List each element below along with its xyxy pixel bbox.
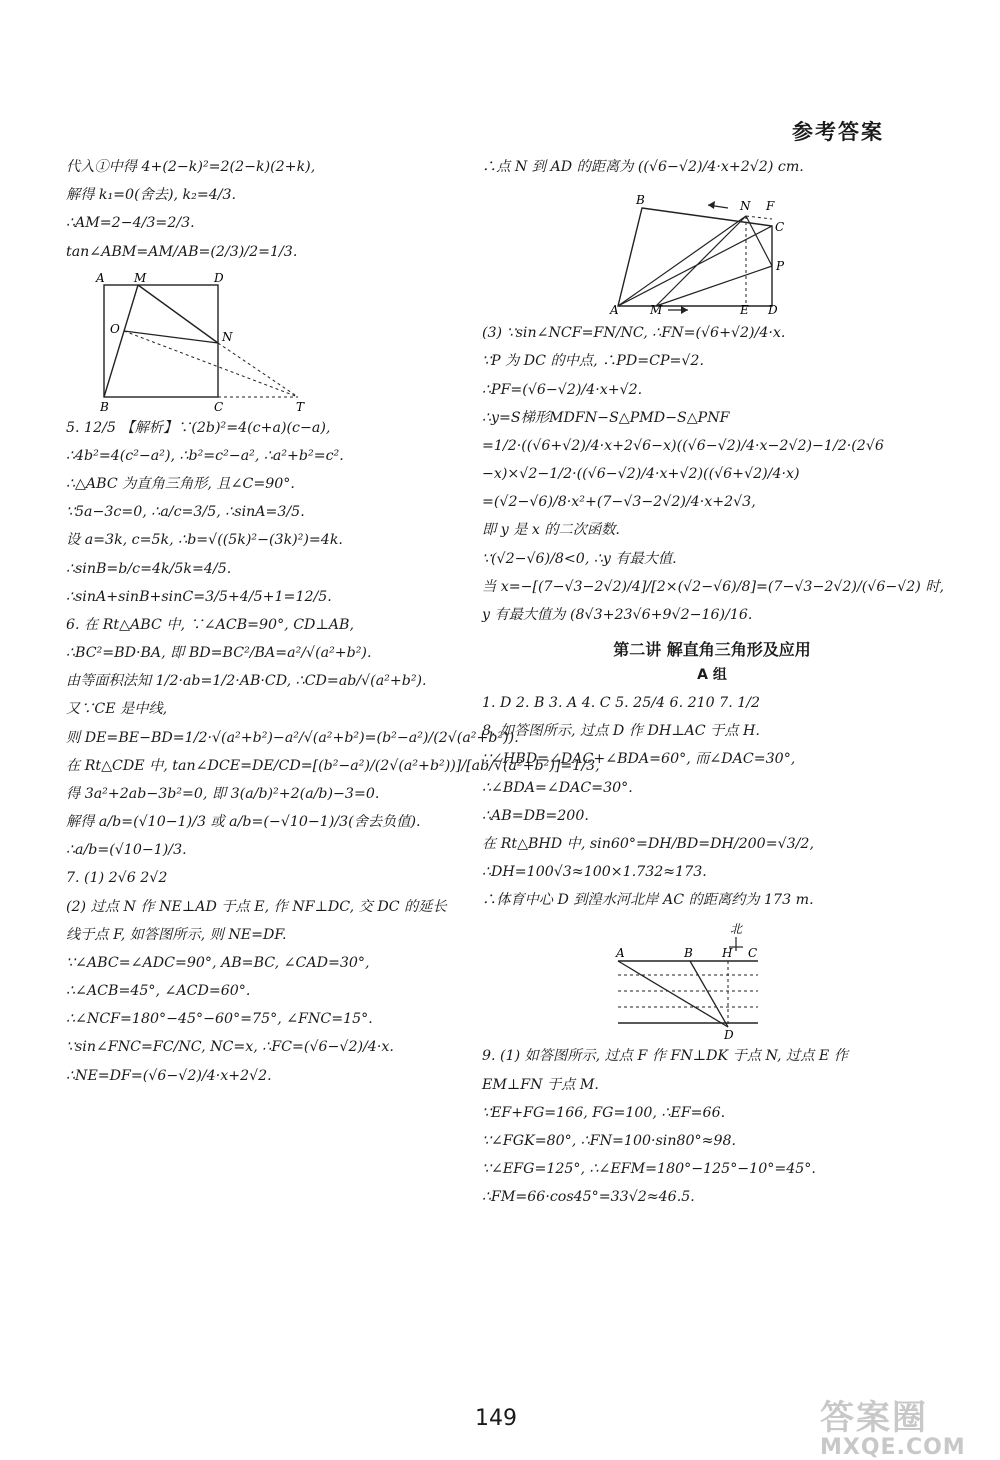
text-line: 设 a=3k, c=5k, ∴b=√((5k)²−(3k)²)=4k.: [66, 532, 343, 549]
text-line: 在 Rt△BHD 中, sin60°=DH/BD=DH/200=√3/2,: [482, 835, 814, 852]
text-line: ∴△ABC 为直角三角形, 且∠C=90°.: [66, 476, 295, 493]
watermark-text: 答案圈: [820, 1398, 928, 1438]
text-line: ∴y=S梯形MDFN−S△PMD−S△PNF: [482, 409, 730, 426]
text-line: ∴DH=100√3≈100×1.732≈173.: [482, 864, 707, 881]
text-line: ∴BC²=BD·BA, 即 BD=BC²/BA=a²/√(a²+b²).: [66, 645, 372, 662]
text-line: ∵∠HBD=∠DAC+∠BDA=60°, 而∠DAC=30°,: [482, 751, 796, 768]
text-line: =1/2·((√6+√2)/4·x+2√6−x)((√6−√2)/4·x−2√2)−1/2·(2√6: [482, 437, 884, 454]
text-line: 6. 在 Rt△ABC 中, ∵∠ACB=90°, CD⊥AB,: [66, 616, 354, 633]
text-line: ∴∠BDA=∠DAC=30°.: [482, 779, 633, 796]
text-line: 8. 如答图所示, 过点 D 作 DH⊥AC 于点 H.: [482, 723, 760, 740]
fig-label: A: [96, 270, 105, 285]
text-line: 则 DE=BE−BD=1/2·√(a²+b²)−a²/√(a²+b²)=(b²−a²)/(2√(a²+b²)).: [66, 729, 519, 746]
text-line: 解得 k₁=0(舍去), k₂=4/3.: [66, 187, 237, 204]
text-line: 7. (1) 2√6 2√2: [66, 870, 168, 887]
text-line: =(√2−√6)/8·x²+(7−√3−2√2)/4·x+2√3,: [482, 494, 756, 511]
text-line: 当 x=−[(7−√3−2√2)/4]/[2×(√2−√6)/8]=(7−√3−2√2)/(√6−√2) 时,: [482, 578, 945, 595]
text-line: ∵sin∠FNC=FC/NC, NC=x, ∴FC=(√6−√2)/4·x.: [66, 1039, 394, 1056]
text-line: ∴PF=(√6−√2)/4·x+√2.: [482, 381, 643, 398]
watermark-url: MXQE.COM: [820, 1435, 966, 1460]
figure-river-bank: [482, 919, 782, 1043]
fig-label: D: [768, 303, 778, 318]
text-line: ∴点 N 到 AD 的距离为 ((√6−√2)/4·x+2√2) cm.: [482, 159, 804, 175]
fig-label: N: [740, 199, 751, 214]
fig-label: E: [740, 303, 749, 318]
text-line: ∴sinA+sinB+sinC=3/5+4/5+1=12/5.: [66, 588, 332, 605]
text-line: ∴NE=DF=(√6−√2)/4·x+2√2.: [66, 1067, 272, 1084]
fig-label: F: [766, 199, 775, 214]
text-line: 在 Rt△CDE 中, tan∠DCE=DE/CD=[(b²−a²)/(2√(a²+b²))]/[ab/√(a²+b²)]=1/3,: [66, 757, 600, 774]
fig-label: B: [684, 946, 693, 961]
text-line: 由等面积法知 1/2·ab=1/2·AB·CD, ∴CD=ab/√(a²+b²).: [66, 673, 427, 690]
fig-label: A: [610, 303, 619, 318]
text-line: ∵5a−3c=0, ∴a/c=3/5, ∴sinA=3/5.: [66, 504, 305, 521]
text-line: ∴a/b=(√10−1)/3.: [66, 842, 187, 859]
fig-label: C: [775, 220, 785, 235]
text-line: ∴AB=DB=200.: [482, 807, 589, 824]
text-line: 线于点 F, 如答图所示, 则 NE=DF.: [66, 926, 287, 943]
figure-quadrilateral-abcd: [482, 186, 785, 318]
text-line: ∵EF+FG=166, FG=100, ∴EF=66.: [482, 1104, 726, 1121]
text-line: ∵∠ABC=∠ADC=90°, AB=BC, ∠CAD=30°,: [66, 954, 370, 971]
fig-label: H: [722, 946, 733, 961]
fig-label: C: [748, 946, 758, 961]
text-line: 5. 12/5 【解析】∵(2b)²=4(c+a)(c−a),: [66, 419, 331, 436]
text-line: tan∠ABM=AM/AB=(2/3)/2=1/3.: [66, 243, 298, 260]
page-number: 149: [475, 1406, 517, 1431]
fig-label: M: [650, 303, 663, 318]
fig-label: B: [636, 193, 645, 208]
text-line: ∵∠EFG=125°, ∴∠EFM=180°−125°−10°=45°.: [482, 1161, 816, 1178]
fig-label: A: [616, 946, 625, 961]
text-line: −x)×√2−1/2·((√6−√2)/4·x+√2)((√6+√2)/4·x): [482, 466, 800, 483]
text-line: ∴sinB=b/c=4k/5k=4/5.: [66, 560, 232, 577]
fig-label: T: [296, 399, 305, 414]
fig-label: D: [724, 1028, 734, 1043]
watermark: [820, 1390, 966, 1460]
text-line: 9. (1) 如答图所示, 过点 F 作 FN⊥DK 于点 N, 过点 E 作: [482, 1048, 848, 1065]
text-line: EM⊥FN 于点 M.: [482, 1076, 599, 1093]
text-line: (2) 过点 N 作 NE⊥AD 于点 E, 作 NF⊥DC, 交 DC 的延长: [66, 898, 447, 915]
text-line: ∴∠ACB=45°, ∠ACD=60°.: [66, 983, 251, 1000]
text-line: (3) ∵sin∠NCF=FN/NC, ∴FN=(√6+√2)/4·x.: [482, 325, 786, 342]
fig-label: P: [776, 259, 785, 274]
text-line: ∵(√2−√6)/8<0, ∴y 有最大值.: [482, 550, 677, 567]
text-line: 代入①中得 4+(2−k)²=2(2−k)(2+k),: [66, 159, 316, 175]
figure-square-abcd: [66, 270, 396, 414]
section-title: 第二讲 解直角三角形及应用: [613, 640, 811, 660]
text-line: ∴4b²=4(c²−a²), ∴b²=c²−a², ∴a²+b²=c².: [66, 447, 344, 464]
right-column: [482, 158, 945, 1216]
section-group-label: A 组: [697, 667, 727, 684]
fig-label: C: [214, 399, 224, 414]
text-line: ∴∠NCF=180°−45°−60°=75°, ∠FNC=15°.: [66, 1011, 373, 1028]
fig-label: O: [110, 321, 120, 336]
text-line: ∴体育中心 D 到湟水河北岸 AC 的距离约为 173 m.: [482, 892, 814, 909]
text-line: 又∵CE 是中线,: [66, 701, 168, 718]
fig-label: 北: [730, 922, 743, 937]
text-line: ∵∠FGK=80°, ∴FN=100·sin80°≈98.: [482, 1132, 737, 1149]
text-line: 1. D 2. B 3. A 4. C 5. 25/4 6. 210 7. 1/2: [482, 695, 761, 712]
text-line: 即 y 是 x 的二次函数.: [482, 522, 620, 539]
text-line: ∴AM=2−4/3=2/3.: [66, 215, 195, 232]
fig-label: N: [222, 329, 233, 344]
fig-label: B: [100, 399, 109, 414]
text-line: ∴FM=66·cos45°=33√2≈46.5.: [482, 1189, 695, 1206]
fig-label: D: [214, 270, 224, 285]
text-line: 得 3a²+2ab−3b²=0, 即 3(a/b)²+2(a/b)−3=0.: [66, 785, 380, 802]
fig-label: M: [134, 270, 147, 285]
page-header-title: 参考答案: [792, 120, 884, 144]
text-line: ∵P 为 DC 的中点, ∴PD=CP=√2.: [482, 353, 704, 370]
text-line: 解得 a/b=(√10−1)/3 或 a/b=(−√10−1)/3(舍去负值).: [66, 814, 421, 831]
text-line: y 有最大值为 (8√3+23√6+9√2−16)/16.: [482, 606, 753, 623]
